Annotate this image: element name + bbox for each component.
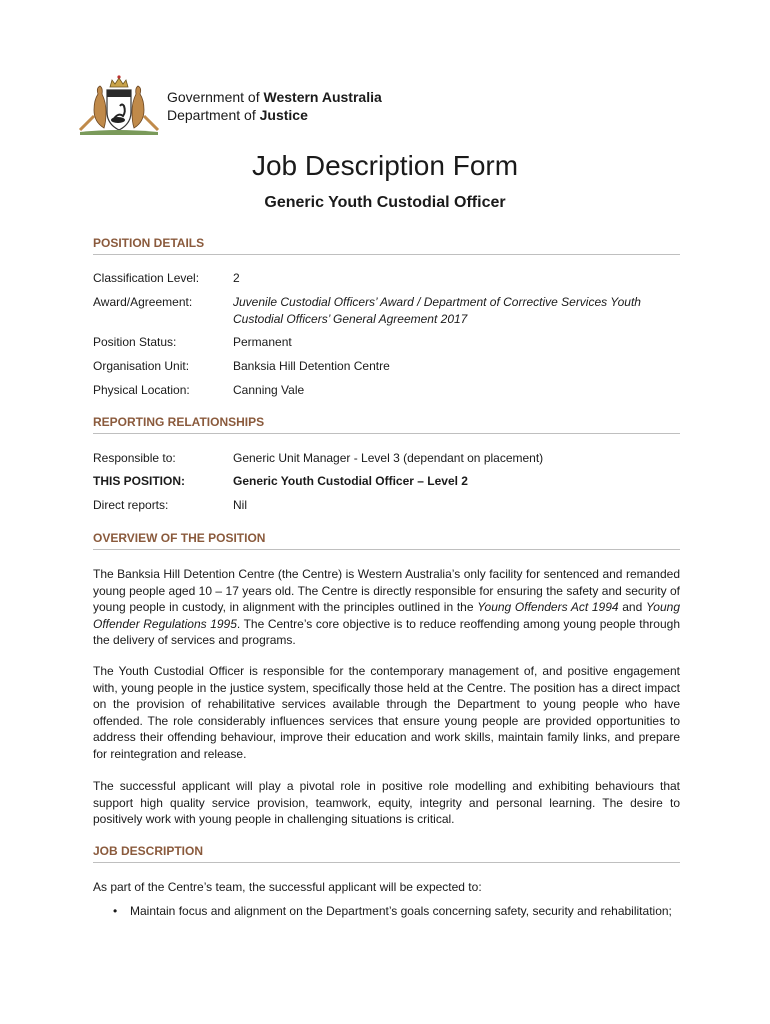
list-item-text: Maintain focus and alignment on the Department’s goals concerning safety, security and rehabilitation; [130, 904, 672, 918]
list-item [113, 903, 680, 920]
bullet-icon: • [113, 904, 118, 918]
section-heading-overview: OVERVIEW OF THE POSITION [93, 531, 680, 550]
reporting-value: Nil [233, 498, 247, 512]
coat-of-arms-icon [76, 72, 162, 138]
detail-label: Award/Agreement: [93, 295, 193, 309]
overview-paragraph-3: The successful applicant will play a pivotal role in positive role modelling and exhibiting behaviours that support high quality service provision, teamwork, equity, integrity and personal learning. The desire to positively work with young people in challenging situations is critical. [93, 779, 680, 826]
dept-prefix: Department of [167, 107, 260, 123]
overview-paragraph-2: The Youth Custodial Officer is responsible for the contemporary management of, and positive engagement with, young people in the justice system, specifically those held at the Centre. The position has a direct impact on the provision of rehabilitative services available through the Department to young people who have offended. The role considerably influences services that ensure young people are provided opportunities to address their offending behaviour, improve their education and work skills, maintain family links, and prepare for reintegration and release. [93, 664, 680, 761]
document-title: Job Description Form [251, 150, 519, 181]
reporting-label: Responsible to: [93, 451, 176, 465]
detail-value: Permanent [233, 335, 292, 349]
section-heading-job-description: JOB DESCRIPTION [93, 844, 680, 863]
regulation-name: Young Offender Regulations 1995 [93, 600, 680, 631]
overview-p1-start: The Banksia Hill Detention Centre (the Centre) is Western Australia’s only facility for sentenced and remanded young people aged 10 – 17 years old. The Centre is directly responsible for ensuring the safety and security of young people in custody, in alignment with the principles outlined in the [93, 567, 680, 614]
detail-value: Canning Vale [233, 383, 305, 397]
section-heading-reporting: REPORTING RELATIONSHIPS [93, 415, 680, 434]
document-subtitle: Generic Youth Custodial Officer [264, 194, 506, 211]
detail-label: Organisation Unit: [93, 359, 190, 373]
detail-label: Classification Level: [93, 271, 200, 285]
gov-prefix: Government of [167, 89, 264, 105]
gov-bold: Western Australia [263, 89, 382, 105]
reporting-label: Direct reports: [93, 498, 169, 512]
reporting-value: Generic Unit Manager - Level 3 (dependant on placement) [233, 451, 544, 465]
government-name [167, 88, 382, 124]
overview-p1-end: . The Centre’s core objective is to reduce reoffending among young people through the delivery of services and programs. [93, 616, 680, 647]
detail-label: Physical Location: [93, 383, 190, 397]
section-heading-position-details: POSITION DETAILS [93, 236, 680, 255]
dept-bold: Justice [259, 107, 308, 123]
overview-p1-and: and [618, 600, 646, 614]
detail-value: Banksia Hill Detention Centre [233, 359, 390, 373]
detail-value: 2 [233, 271, 240, 285]
reporting-label: THIS POSITION: [93, 474, 186, 488]
act-name: Young Offenders Act 1994 [477, 600, 619, 614]
detail-label: Position Status: [93, 335, 177, 349]
job-description-intro: As part of the Centre’s team, the successful applicant will be expected to: [93, 880, 482, 894]
detail-value: Juvenile Custodial Officers’ Award / Department of Corrective Services Youth Custodial Officers’ General Agreement 2017 [233, 295, 641, 326]
overview-paragraph-1 [93, 566, 680, 649]
reporting-value: Generic Youth Custodial Officer – Level 2 [233, 474, 468, 488]
